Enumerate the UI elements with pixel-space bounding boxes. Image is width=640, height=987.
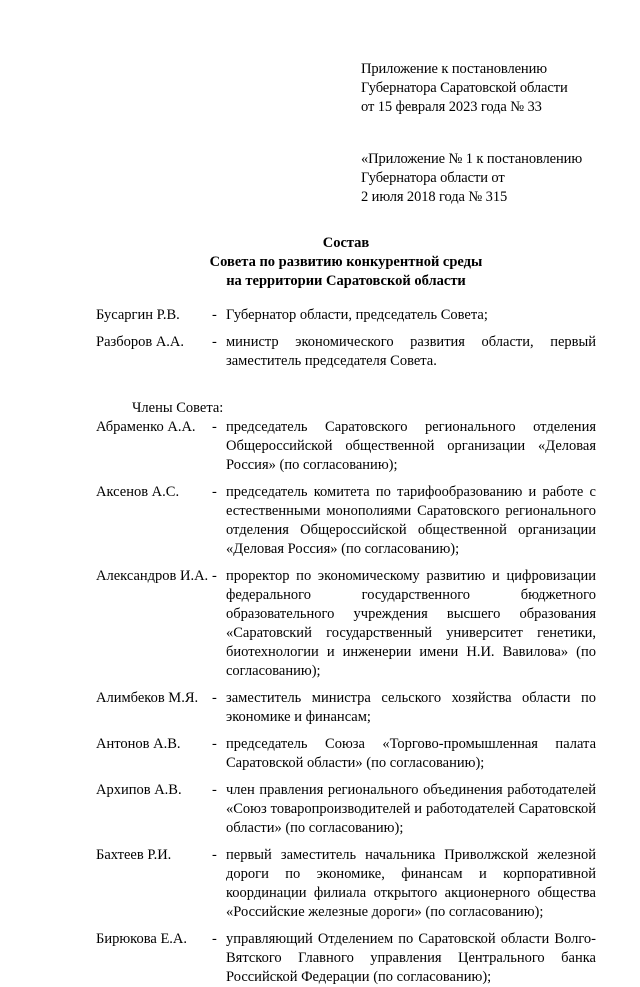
member-dash: - (212, 334, 217, 350)
appendix-quote-line-2: Губернатора области от (361, 170, 505, 186)
council-composition (96, 306, 596, 987)
member-row (96, 567, 596, 681)
member-dash: - (212, 782, 217, 798)
members-heading: Члены Совета: (132, 400, 224, 416)
member-name: Бирюкова Е.А. (96, 931, 188, 947)
member-dash: - (212, 307, 217, 323)
member-dash: - (212, 931, 217, 947)
appendix-quote-line-3: 2 июля 2018 года № 315 (361, 189, 508, 205)
appendix-line-2: Губернатора Саратовской области (361, 80, 568, 96)
member-name: Антонов А.В. (96, 736, 181, 752)
member-dash: - (212, 690, 217, 706)
member-name: Архипов А.В. (96, 782, 182, 798)
member-row (96, 418, 596, 475)
appendix-quote-line-1: «Приложение № 1 к постановлению (361, 151, 583, 167)
title-line-2: Совета по развитию конкурентной среды (209, 254, 483, 270)
member-position: председатель Саратовского регионального отделения Общероссийской общественной организации «Деловая Россия» (по согласованию); (226, 419, 596, 473)
member-row (96, 689, 596, 727)
member-row (96, 483, 596, 559)
member-name: Аксенов А.С. (96, 484, 180, 500)
member-name: Бахтеев Р.И. (96, 847, 172, 863)
member-row (96, 735, 596, 773)
member-dash: - (212, 736, 217, 752)
appendix-line-3: от 15 февраля 2023 года № 33 (361, 99, 542, 115)
member-position: проректор по экономическому развитию и цифровизации федерального государственного бюджетного образовательного учреждения высшего образования «Саратовский государственный университет генетики, биотехнологии и инженерии имени Н.И. Вавилова» (по согласованию); (226, 568, 596, 679)
member-name: Разборов А.А. (96, 334, 185, 350)
member-position: Губернатор области, председатель Совета; (226, 307, 488, 323)
member-position: первый заместитель начальника Приволжской железной дороги по экономике, финансам и корпоративной координации филиала открытого акционерного общества «Российские железные дороги» (по согласованию); (226, 847, 596, 920)
member-position: министр экономического развития области, первый заместитель председателя Совета. (226, 334, 596, 369)
leader-row (96, 333, 596, 371)
member-row (96, 781, 596, 838)
appendix-quote-header (361, 150, 611, 207)
member-position: председатель Союза «Торгово-промышленная палата Саратовской области» (по согласованию); (226, 736, 596, 771)
member-name: Бусаргин Р.В. (96, 307, 180, 323)
member-position: член правления регионального объединения работодателей «Союз товаропроизводителей и работодателей Саратовской области» (по согласованию); (226, 782, 596, 836)
member-dash: - (212, 484, 217, 500)
document-title (0, 234, 640, 291)
member-name: Алимбеков М.Я. (96, 690, 199, 706)
title-line-1: Состав (322, 235, 370, 251)
member-dash: - (212, 847, 217, 863)
leader-row (96, 306, 596, 325)
member-position: заместитель министра сельского хозяйства области по экономике и финансам; (226, 690, 596, 725)
member-row (96, 846, 596, 922)
member-dash: - (212, 419, 217, 435)
member-position: управляющий Отделением по Саратовской области Волго-Вятского Главного управления Центрального банка Российской Федерации (по согласованию); (226, 931, 596, 985)
appendix-line-1: Приложение к постановлению (361, 61, 547, 77)
member-dash: - (212, 568, 217, 584)
member-name: Абраменко А.А. (96, 419, 196, 435)
title-line-3: на территории Саратовской области (226, 273, 466, 289)
member-row (96, 930, 596, 987)
appendix-header (361, 60, 611, 117)
member-position: председатель комитета по тарифообразованию и работе с естественными монополиями Саратовского регионального отделения Общероссийской общественной организации «Деловая Россия» (по согласованию); (226, 484, 596, 557)
member-name: Александров И.А. (96, 568, 209, 584)
